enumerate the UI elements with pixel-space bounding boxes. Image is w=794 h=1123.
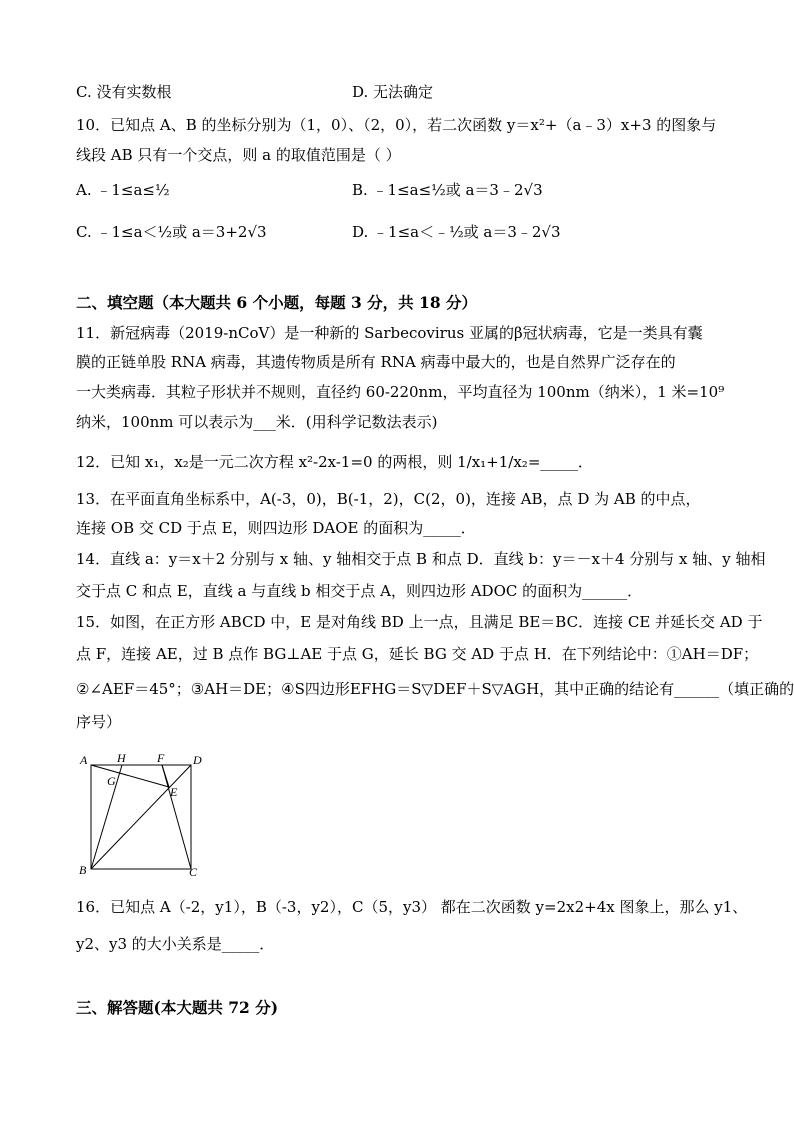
label-e: E — [170, 785, 178, 799]
square-figure — [76, 752, 206, 877]
q15-line2: 点 F，连接 AE，过 B 点作 BG⊥AE 于点 G，延长 BG 交 AD 于点 H．在下列结论中：①AH＝DF； — [76, 645, 759, 663]
label-h: H — [117, 752, 126, 765]
label-c: C — [189, 865, 198, 877]
option-d-prev: D. 无法确定 — [352, 83, 434, 101]
q10-line2: 线段 AB 只有一个交点，则 a 的取值范围是（ ） — [76, 146, 401, 164]
q10-option-a: A. ﹣1≤a≤½ — [76, 181, 170, 199]
q12-line: 12．已知 x₁，x₂是一元二次方程 x²-2x-1=0 的两根，则 1/x₁+1/x₂=_____． — [76, 453, 593, 471]
q15-line4: 序号） — [76, 713, 122, 731]
q10-option-b: B. ﹣1≤a≤½或 a＝3﹣2√3 — [352, 181, 543, 199]
q15-line3: ②∠AEF＝45°；③AH＝DE；④S四边形EFHG＝S▽DEF＋S▽AGH，其中正确的结论有______（填正确的 — [76, 680, 794, 698]
label-d: D — [193, 753, 202, 767]
q14-line1: 14．直线 a：y＝x＋2 分别与 x 轴、y 轴相交于点 B 和点 D．直线 b：y＝－x＋4 分别与 x 轴、y 轴相 — [76, 550, 766, 568]
line-ae — [91, 765, 169, 787]
q10-option-d: D. ﹣1≤a＜﹣½或 a＝3﹣2√3 — [352, 223, 561, 241]
label-b: B — [79, 863, 87, 877]
q13-line2: 连接 OB 交 CD 于点 E，则四边形 DAOE 的面积为_____． — [76, 519, 476, 537]
label-g: G — [107, 774, 116, 788]
line-fe — [162, 765, 169, 787]
q11-line2: 膜的正链单股 RNA 病毒，其遗传物质是所有 RNA 病毒中最大的，也是自然界广泛存在的 — [76, 353, 676, 371]
q13-line1: 13．在平面直角坐标系中，A(-3，0)，B(-1，2)，C(2，0)，连接 AB，点 D 为 AB 的中点， — [76, 490, 701, 508]
q10-line1: 10．已知点 A、B 的坐标分别为（1，0）、（2，0），若二次函数 y＝x²+（a﹣3）x+3 的图象与 — [76, 116, 717, 134]
q14-line2: 交于点 C 和点 E，直线 a 与直线 b 相交于点 A，则四边形 ADOC 的面积为______． — [76, 582, 643, 600]
option-c-prev: C. 没有实数根 — [76, 83, 172, 101]
q11-line4: 纳米，100nm 可以表示为___米．(用科学记数法表示) — [76, 413, 438, 431]
q16-line1: 16．已知点 A（-2，y1），B（-3，y2），C（5，y3） 都在二次函数 y=2x2+4x 图象上，那么 y1、 — [76, 898, 748, 916]
q11-line3: 一大类病毒．其粒子形状并不规则，直径约 60-220nm，平均直径为 100nm（纳米），1 米=10⁹ — [76, 383, 725, 401]
label-a: A — [80, 753, 88, 767]
label-f: F — [157, 752, 165, 765]
q11-line1: 11．新冠病毒（2019-nCoV）是一种新的 Sarbecovirus 亚属的β冠状病毒，它是一类具有囊 — [76, 324, 703, 342]
q15-line1: 15．如图，在正方形 ABCD 中，E 是对角线 BD 上一点，且满足 BE＝BC．连接 CE 并延长交 AD 于 — [76, 613, 763, 631]
q10-option-c: C. ﹣1≤a＜½或 a＝3+2√3 — [76, 223, 267, 241]
section-3-heading: 三、解答题(本大题共 72 分) — [76, 998, 279, 1017]
q16-line2: y2、y3 的大小关系是_____． — [76, 935, 275, 953]
section-2-heading: 二、填空题（本大题共 6 个小题，每题 3 分，共 18 分） — [76, 293, 478, 312]
